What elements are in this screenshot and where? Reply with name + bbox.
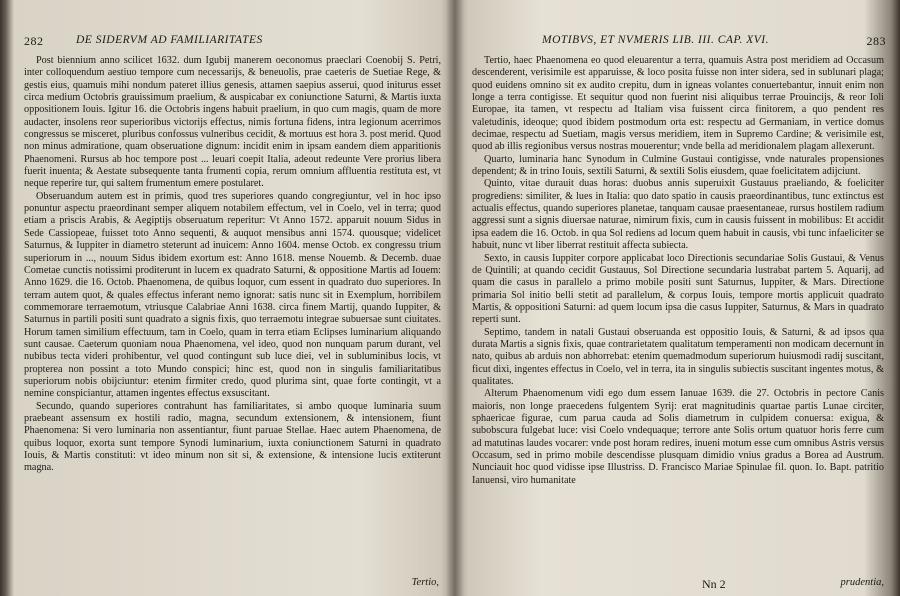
signature-mark: Nn 2 bbox=[702, 577, 726, 591]
left-paragraph-1: Post biennium anno scilicet 1632. dum Igubij manerem oeconomus praeclari Coenobij S. Petri, inter colloquendum aestiuo tempore cum necessarijs, & beneuolis, prae caeteris de Suetiae Rege, & gestis eius, quamuis mihi nondum pateret illius genesis, attamen saepius asserui, quod initurus esset circa medium Octobris grauissimum praelium, & auspicabar ex coniunctione Saturni, & Martis iuxta oppositionem Iouis. Igitur 16. die Octobris ingens habuit praelium, in quo cum magis, quam de more audacter, insolens reor superioribus victorijs effectus, nimis fortuna fidens, intra legionum acerrimos congressus se misceret, pluribus confossus vulneribus cecidit, & mortuus est hora 3. post merid. Quod non minus admiratione, quam obseruatione dignum: incidit enim in ipsam eandem diem apparitionis Phaenomeni. Rursus ab hoc tempore post ... leuari coepit Italia, adeout redeunte Vere prorius libera fuerit inuenta; & Aestate subsequente tanta frumenti copia, rerum omnium affluentia restituta est, vt neque reperire tur, qui saltem frumentum emere postularet. bbox=[24, 55, 441, 190]
right-paragraph-5: Septimo, tandem in natali Gustaui obseruanda est oppositio Iouis, & Saturni, & ad ipsos qua durata Martis a signis fixis, quae contrarietatem qualitatum temperamenti non modicam decernunt in nato, quibus ab arduis non abhorrebat: etenim quemadmodum superiorum huiusmodi radij suscitant, ficut dixi, ingentes effectus in Coelo, vel in terra, ita in singulis subiectis suscitant ingentes motus, & qualitates. bbox=[472, 326, 884, 387]
book-gutter bbox=[446, 0, 464, 596]
left-page-number: 282 bbox=[24, 34, 44, 48]
right-paragraph-6: Alterum Phaenomenum vidi ego dum essem Ianuae 1639. die 27. Octobris in pectore Canis maioris, non longe praecedens fulgentem Syrij: erat magnitudinis quartae partis Lunae circiter, sphaericae figurae, cum parua cauda ad Solis diametrum in culpidem conuersa: exigua, & subobscura fulgebat luce: visi Coelo vndequaque; terrore ante Solis ortum quatuor horis ferre cum ad matutinas laudes vocarer: vnde post horam redires, inueni motum esse cum omnibus Astris versus Occasum, sed in primo mobile descendisse plusquam dimidio vnius gradus a Borea ad Austrum. Nunciauit hoc quod vidisse ipse Illustriss. D. Francisco Mariae Spinulae fil. quon. Io. Bapt. patritio Ianuensi, viro humanitate bbox=[472, 388, 884, 486]
left-paragraph-3: Secundo, quando superiores contrahunt has familiaritates, si ambo quoque luminaria suum praebeant assensum ex hostili radio, magna, secundum extensionem, & intensionem, fiunt Phaenomena: Si vero luminaria non assentiantur, fiunt paruae Stellae. Haec autem Phaenomena, de quibus loquor, exorta sunt tempore Synodi luminarium, iuxta coniunctionem Saturni in quadrato Iouis, & Martis constituti: vt ideo minum non sit si, & extensione, & intensione lucis extiterunt magna. bbox=[24, 400, 441, 474]
right-paragraph-2: Quarto, luminaria hanc Synodum in Culmine Gustaui contigisse, vnde naturales propensiones dependent; & in trino Iouis, sextili Saturni, & sextili Solis eiusdem, quae foelicitatem adijciunt. bbox=[472, 153, 884, 178]
right-paragraph-4: Sexto, in causis Iuppiter corpore applicabat loco Directionis secundariae Solis Gustaui, & Venus de Quintili; at quando cecidit Gustauus, Sol Directione secundaria lustrabat partem 5. Aquarij, ad quam die casus in parallelo a primo mobile positi sunt Saturnus, Iuppiter, & Mars. Directione primaria Sol initio belli stetit ad parallelum, & corpus Iouis, tempore mortis applicuit quadrato Martis, & oppositioni Saturni: ad quem locum ipsa die casus Iuppiter, Saturnus, & Mars in quadrato reperti sunt. bbox=[472, 252, 884, 326]
right-running-head: MOTIBVS, ET NVMERIS LIB. III. CAP. XVI. bbox=[542, 34, 770, 46]
left-footer bbox=[20, 577, 445, 591]
left-paragraph-2: Obseruandum autem est in primis, quod tres superiores quando congregiuntur, vel in hoc ipso ponuntur aspectu praeordinant semper aliquem notabilem effectum, vel in Coelo, vel in terra; quod etiam a priscis Arabis, & Aegiptijs obseruatum reperitur: Vt Anno 1572. apparuit nouum Sidus in Sede Cassiopeae, fuisset toto Anno sequenti, & auquot mensibus anni 1574. quousque; videlicet Saturnus, & Iuppiter in diametro steterunt ad inuicem: Anno 1604. mense Octob. ex congressu trium superiorum in ..., nouum Sidus ibidem exortum est: Anno 1618. mense Nouemb. & Decemb. duae Cometae cunctis notissimi proditerunt in lucem ex quadrato Saturni, & oppositione Martis ad Iouem: Anno 1629. die 16. Octob. Phaenomena, de quibus loquor, cum essent in quadrato duo superiores. In terram autem quot, & quales effectus inferant nemo ignorat: satis nunc sit in Exemplum, horribilem commemorare terraemotum, vtriusque Calabriae Anni 1638. circa finem Martij, quando Iuppiter, & Saturnus in partili positi sunt quadrato a signis fixis, quo terraemotu integrae subuersae sunt ciuitates. Horum tamen similium effectuum, tam in Coelo, quam in terra etiam Eclipses luminarium aliquando sunt causae. Caeterum quoniam noua Phaenomena, vel ideo, quod non nunquam parum durant, vel nubibus tecta videri prohibentur, vel quod contingunt sub luce diei, vel in subluminibus locis, vt propterea non possint a toto Mundo conspici; hinc est, quod non in singulis familiaritatibus superiorum nobis obijciuntur: etenim firmiter credo, quod plurima sint, quae forte contingit, vt a nemine conspiciantur, attamen ingentes effectus exsuscitant. bbox=[24, 190, 441, 400]
left-catchword: Tertio, bbox=[411, 577, 439, 588]
right-page bbox=[468, 0, 888, 596]
right-paragraph-3: Quinto, vitae durauit duas horas: duobus annis superuixit Gustauus praeliando, & foeliciter progrediens: similiter, & lues in Italia: quo dato spatio in causis praeordinantibus, tunc extinctus est actualis effectus, quando superiores planetae, tanquam causae praesentaneae, rursus hostilem radium aggressi sunt a signis diuersae naturae, nimirum fixis, cum in causis fuissent in mobilibus: Et accidit ipsa eadem die 16. Octob. in qua Sol rediens ad locum quem habuit in causis, vbi tunc infaeliciter se habuit, nunc vt liber liberrat restituit affecta subiecta. bbox=[472, 178, 884, 252]
right-header bbox=[468, 34, 888, 52]
left-header bbox=[20, 34, 445, 52]
left-page bbox=[20, 0, 445, 596]
right-page-number: 283 bbox=[866, 34, 886, 48]
left-running-head: DE SIDERVM AD FAMILIARITATES bbox=[76, 34, 263, 46]
right-paragraph-1: Tertio, haec Phaenomena eo quod eleuarentur a terra, quamuis Astra post meridiem ad Occasum descenderent, verisimile est apparuisse, & loco posita fuisse non inter sidera, sed in sublunari plaga; quod euidens omnino sit ex audito crepitu, dum in igneas volantes conuertebantur, innuit enim non longe a terra contigisse. Et sequitur quod non fuerint nisi aliquibus terrae Prouincijs, & reor Ioli Europae, ita tamen, vt respectu ad Italiam visa fuissent circa finitorem, a quo pendent res valetudinis, ideoque; quod ibidem postmodum orta est: respectu ad Germaniam, in vertice domus decimae, respectu ad Suetiam, magis versus meridiem, item in Supremo Cardine; & verisimile est, quod ab illis regionibus versus nostras mouerentur; vnde bella ad meridionalem plagam allexerunt. bbox=[472, 55, 884, 153]
right-footer bbox=[468, 577, 888, 591]
left-body-text bbox=[24, 55, 441, 475]
right-body-text bbox=[472, 55, 884, 487]
right-catchword: prudentia, bbox=[840, 577, 884, 588]
